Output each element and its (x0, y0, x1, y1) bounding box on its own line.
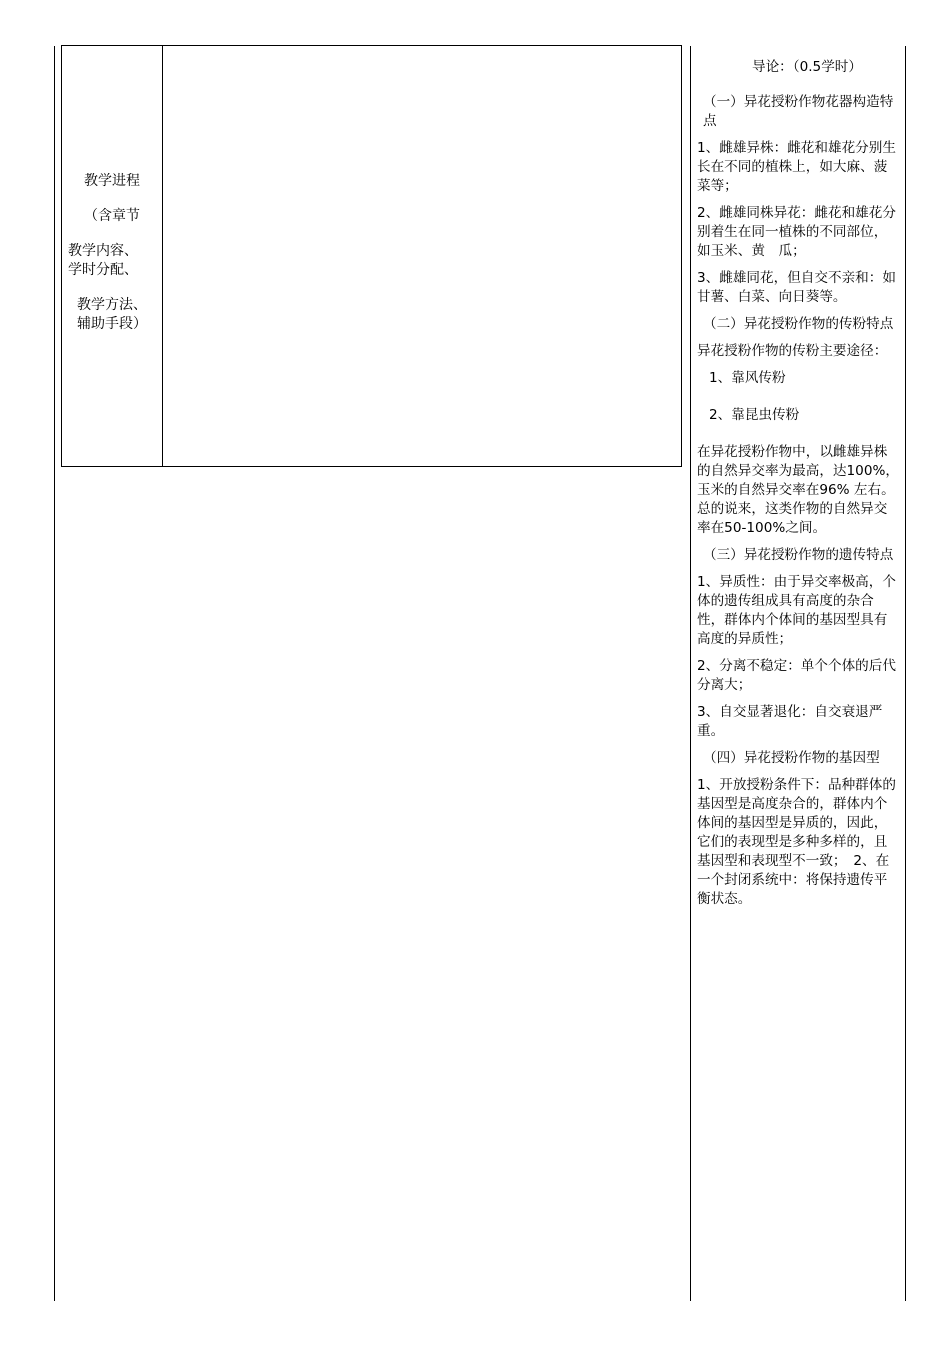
teaching-process-label-cell (62, 46, 162, 467)
section-title: 导论：（0.5学时） (752, 59, 862, 75)
paragraph: 1、异质性：由于异交率极高，个体的遗传组成具有高度的杂合性，群体内个体间的基因型具有高度的异质性； (697, 574, 896, 647)
label-line: 教学方法、 (77, 297, 147, 313)
label-line: （含章节 (84, 208, 140, 224)
right-column-right-border (905, 46, 906, 1301)
subheading: （四）异花授粉作物的基因型 (703, 750, 880, 766)
paragraph: 2、分离不稳定：单个个体的后代分离大； (697, 658, 896, 693)
list-item: 2、靠昆虫传粉 (709, 407, 800, 423)
list-item: 1、靠风传粉 (709, 370, 786, 386)
label-cell-right-border (162, 46, 163, 467)
paragraph: 异花授粉作物的传粉主要途径： (697, 343, 888, 359)
paragraph: 1、开放授粉条件下：品种群体的基因型是高度杂合的，群体内个体间的基因型是异质的，因此，它们的表现型是多种多样的，且基因型和表现型不一致； 2、在一个封闭系统中：将保持遗传平衡状态。 (697, 777, 896, 907)
label-line: 学时分配、 (68, 262, 138, 278)
subheading: （二）异花授粉作物的传粉特点 (703, 316, 894, 332)
paragraph: 在异花授粉作物中，以雌雄异株的自然异交率为最高，达100%，玉米的自然异交率在96% 左右。总的说来，这类作物的自然异交率在50-100%之间。 (697, 444, 899, 536)
label-line: 教学内容、 (68, 243, 138, 259)
paragraph: 2、雌雄同株异花：雌花和雄花分别着生在同一植株的不同部位，如玉米、黄 瓜； (697, 205, 896, 259)
right-column-left-border (690, 46, 691, 1301)
content-cell-right-border (681, 46, 682, 467)
paragraph: 3、自交显著退化：自交衰退严重。 (697, 704, 883, 739)
subheading: （三）异花授粉作物的遗传特点 (703, 547, 894, 563)
label-line: 教学进程 (84, 173, 140, 189)
paragraph: 3、雌雄同花，但自交不亲和：如甘薯、白菜、向日葵等。 (697, 270, 896, 305)
paragraph: 1、雌雄异株：雌花和雄花分别生长在不同的植株上，如大麻、菠菜等； (697, 140, 896, 194)
label-line: 辅助手段） (77, 316, 147, 332)
lecture-notes-column (697, 58, 899, 917)
subheading: （一）异花授粉作物花器构造特点 (703, 94, 894, 129)
page-left-border (54, 46, 55, 1301)
